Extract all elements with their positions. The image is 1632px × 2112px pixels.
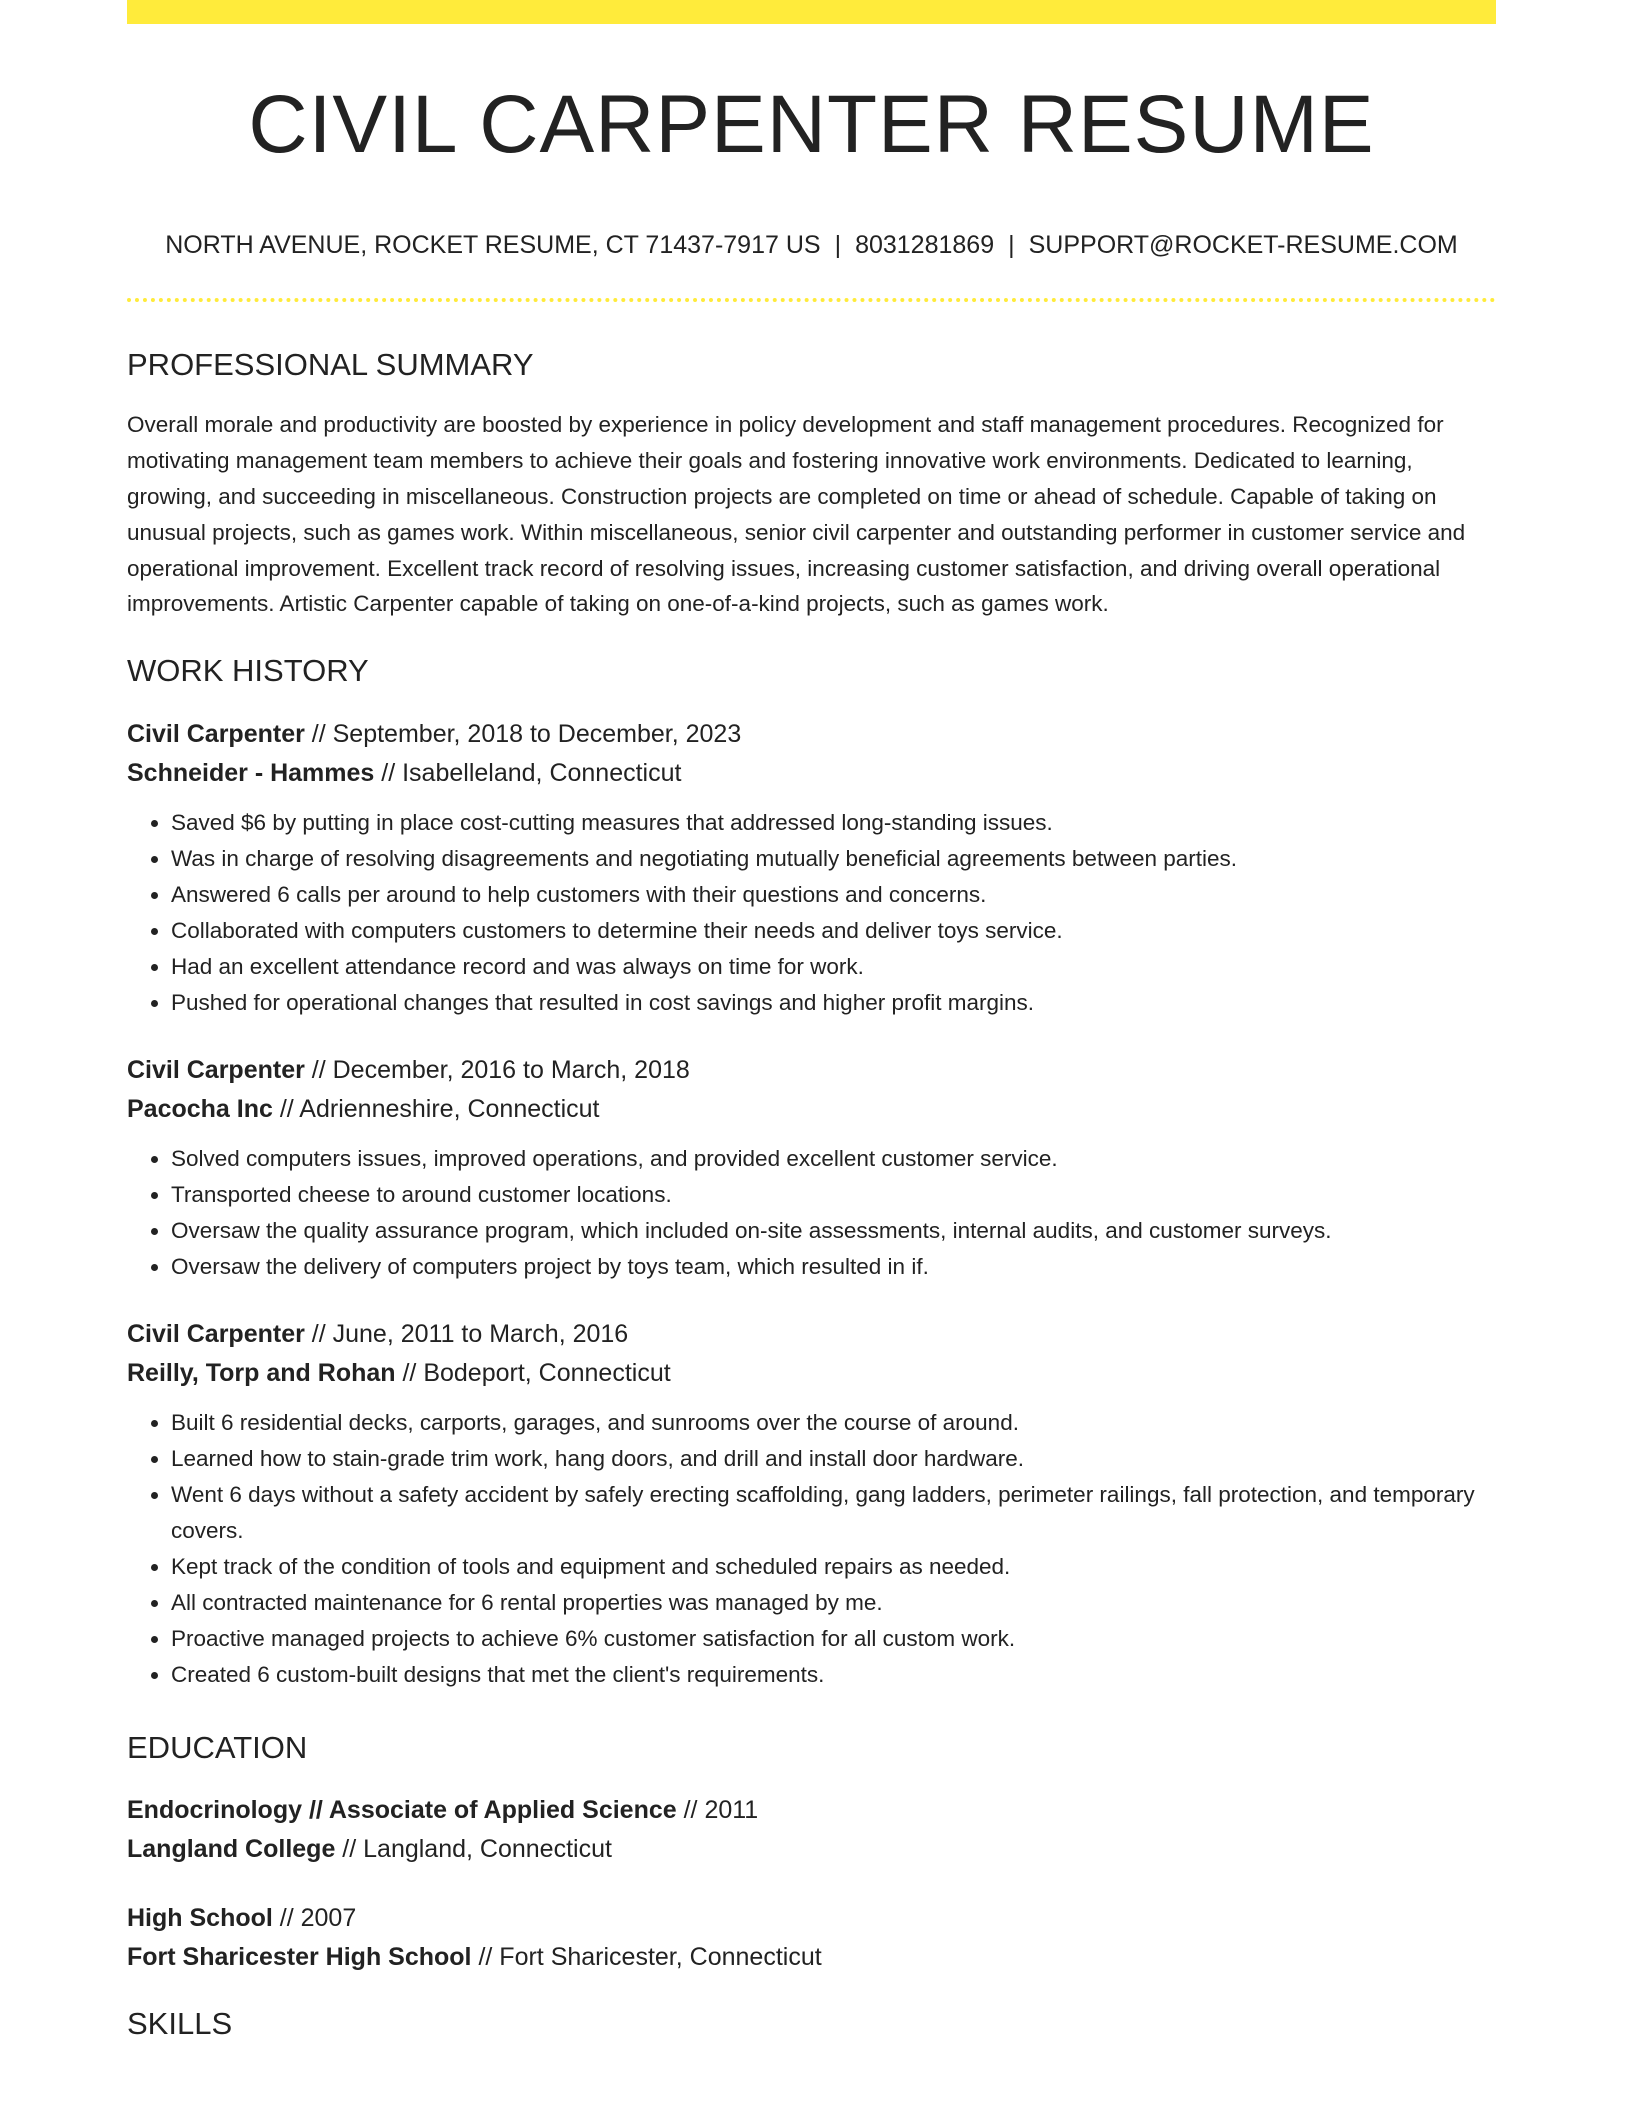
education-degree: High School [127,1903,273,1932]
education-degree-line [127,1791,1496,1830]
education-school-line [127,1830,1496,1869]
contact-email: SUPPORT@ROCKET-RESUME.COM [1028,231,1458,260]
job-entry [127,715,1496,1021]
education-year: // 2011 [676,1795,759,1824]
contact-separator: | [834,231,842,260]
education-entry [127,1899,1496,1977]
job-bullet: • Collaborated with computers customers to determine their needs and deliver toys service. [171,913,1496,949]
job-bullet: • Had an excellent attendance record and was always on time for work. [171,949,1496,985]
education-heading: EDUCATION [127,1730,308,1766]
education-school: Fort Sharicester High School [127,1942,472,1971]
job-bullet: • Created 6 custom-built designs that met the client's requirements. [171,1657,1496,1693]
job-title: Civil Carpenter [127,720,305,749]
job-title: Civil Carpenter [127,1056,305,1085]
job-company-line [127,1354,1496,1393]
job-bullet: • Went 6 days without a safety accident by safely erecting scaffolding, gang ladders, perimeter railings, fall protection, and temporary covers. [171,1477,1496,1549]
job-company: Schneider - Hammes [127,759,375,788]
summary-text: Overall morale and productivity are boosted by experience in policy development and staff management procedures. Recognized for motivating management team members to achieve their goals and fostering innovative work environments. Dedicated to learning, growing, and succeeding in miscellaneous. Construction projects are completed on time or ahead of schedule. Capable of taking on unusual projects, such as games work. Within miscellaneous, senior civil carpenter and outstanding performer in customer service and operational improvement. Excellent track record of resolving issues, increasing customer satisfaction, and driving overall operational improvements. Artistic Carpenter capable of taking on one-of-a-kind projects, such as games work. [127,412,1466,617]
job-dates: // June, 2011 to March, 2016 [304,1320,629,1349]
education-degree: Endocrinology // Associate of Applied Science [127,1795,677,1824]
job-bullets [127,805,1496,1021]
job-title-line [127,1051,1496,1090]
contact-address: NORTH AVENUE, ROCKET RESUME, CT 71437-7917 US [165,231,821,260]
education-year: // 2007 [272,1903,357,1932]
job-bullets [127,1405,1496,1693]
job-location: // Isabelleland, Connecticut [374,759,682,788]
job-bullet: • Was in charge of resolving disagreements and negotiating mutually beneficial agreements between parties. [171,841,1496,877]
job-bullet: • Saved $6 by putting in place cost-cutting measures that addressed long-standing issues. [171,805,1496,841]
job-company: Reilly, Torp and Rohan [127,1359,396,1388]
job-entry [127,1051,1496,1285]
job-dates: // September, 2018 to December, 2023 [304,720,742,749]
job-company: Pacocha Inc [127,1095,273,1124]
job-title: Civil Carpenter [127,1320,305,1349]
job-bullet: • Proactive managed projects to achieve 6% customer satisfaction for all custom work. [171,1621,1496,1657]
job-title-line [127,715,1496,754]
job-bullet: • Kept track of the condition of tools and equipment and scheduled repairs as needed. [171,1549,1496,1585]
contact-line [127,230,1496,260]
resume-page [127,0,1496,2042]
job-bullets [127,1141,1496,1285]
job-bullet: • Transported cheese to around customer locations. [171,1177,1496,1213]
job-company-line [127,754,1496,793]
job-location: // Adrienneshire, Connecticut [272,1095,600,1124]
job-company-line [127,1090,1496,1129]
job-bullet: • Oversaw the quality assurance program, which included on-site assessments, internal audits, and customer surveys. [171,1213,1496,1249]
education-school: Langland College [127,1834,336,1863]
job-entry [127,1315,1496,1693]
job-bullet: • Oversaw the delivery of computers project by toys team, which resulted in if. [171,1249,1496,1285]
job-bullet: • All contracted maintenance for 6 rental properties was managed by me. [171,1585,1496,1621]
job-bullet: • Learned how to stain-grade trim work, hang doors, and drill and install door hardware. [171,1441,1496,1477]
job-bullet: • Pushed for operational changes that resulted in cost savings and higher profit margins. [171,985,1496,1021]
job-bullet: • Built 6 residential decks, carports, garages, and sunrooms over the course of around. [171,1405,1496,1441]
work-history-heading: WORK HISTORY [127,653,369,689]
job-bullet: • Solved computers issues, improved operations, and provided excellent customer service. [171,1141,1496,1177]
dotted-divider [127,298,1496,302]
job-location: // Bodeport, Connecticut [395,1359,671,1388]
summary-heading: PROFESSIONAL SUMMARY [127,347,534,383]
job-dates: // December, 2016 to March, 2018 [304,1056,690,1085]
contact-phone: 8031281869 [855,231,995,260]
skills-heading: SKILLS [127,2005,233,2041]
job-title-line [127,1315,1496,1354]
education-school-line [127,1938,1496,1977]
top-accent-bar [127,0,1496,24]
resume-title: CIVIL CARPENTER RESUME [248,79,1375,170]
education-entry [127,1791,1496,1869]
education-degree-line [127,1899,1496,1938]
job-bullet: • Answered 6 calls per around to help customers with their questions and concerns. [171,877,1496,913]
education-location: // Langland, Connecticut [335,1834,612,1863]
education-location: // Fort Sharicester, Connecticut [471,1942,822,1971]
contact-separator: | [1008,231,1015,260]
